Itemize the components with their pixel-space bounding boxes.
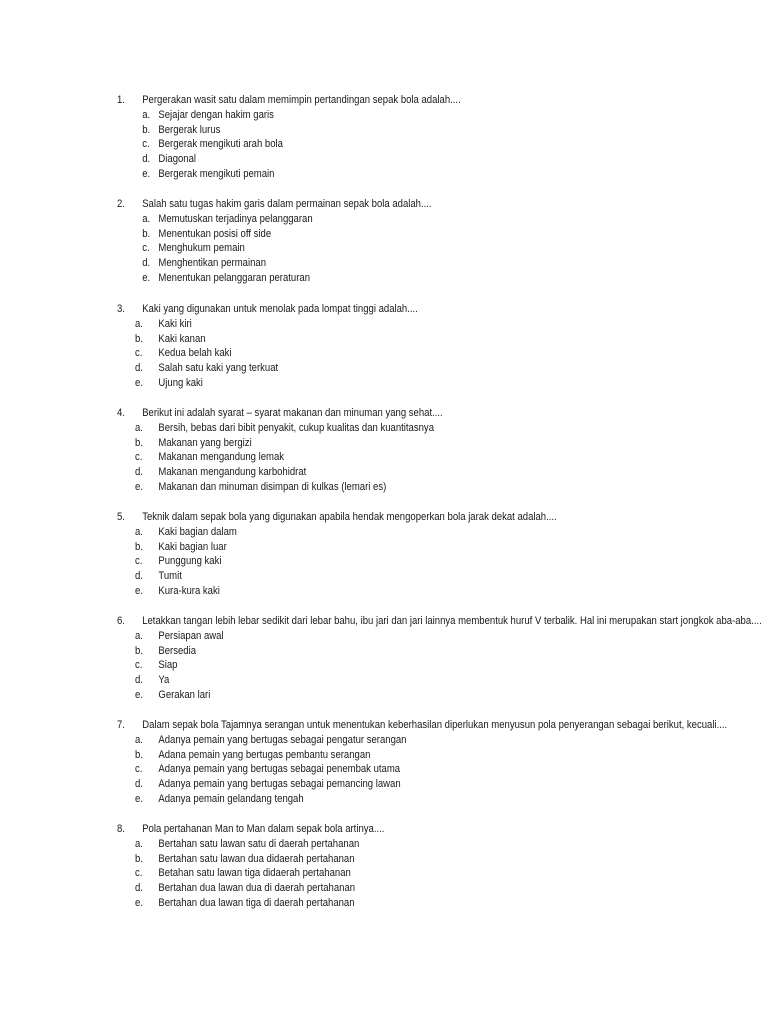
option-letter: d. (142, 257, 151, 270)
question-stem (0, 302, 691, 317)
option-b (0, 436, 691, 451)
question-text: Berikut ini adalah syarat – syarat makanan dan minuman yang sehat.... (142, 407, 443, 419)
option-a (0, 317, 691, 332)
question-stem (0, 614, 762, 629)
option-text: Kura-kura kaki (158, 584, 220, 597)
option-letter: b. (135, 748, 143, 761)
option-text: Punggung kaki (158, 555, 222, 568)
option-letter: b. (135, 852, 143, 865)
question-8 (0, 822, 691, 911)
option-text: Menghentikan permainan (158, 257, 267, 270)
option-letter: c. (142, 138, 150, 151)
option-letter: d. (135, 882, 143, 895)
option-b (0, 748, 691, 763)
option-text: Kaki bagian dalam (158, 525, 237, 538)
option-letter: a. (135, 629, 143, 642)
question-2 (0, 197, 691, 286)
option-text: Adanya pemain gelandang tengah (158, 792, 304, 805)
option-c (0, 241, 691, 256)
option-a (0, 837, 691, 852)
option-b (0, 227, 691, 242)
option-text: Memutuskan terjadinya pelanggaran (158, 212, 313, 225)
option-text: Bergerak lurus (158, 123, 221, 136)
option-letter: c. (135, 659, 143, 672)
question-number: 7. (117, 719, 125, 731)
option-a (0, 733, 691, 748)
option-a (0, 525, 691, 540)
option-letter: d. (135, 778, 143, 791)
option-text: Makanan mengandung lemak (158, 451, 285, 464)
option-letter: c. (135, 867, 143, 880)
option-letter: a. (135, 421, 143, 434)
option-text: Ujung kaki (158, 376, 203, 389)
question-number: 6. (117, 615, 125, 627)
option-c (0, 450, 691, 465)
option-a (0, 212, 691, 227)
option-text: Menentukan pelanggaran peraturan (158, 271, 311, 284)
question-number: 4. (117, 407, 125, 419)
option-text: Kaki bagian luar (158, 540, 227, 553)
option-letter: c. (135, 451, 143, 464)
option-text: Gerakan lari (158, 688, 211, 701)
option-d (0, 673, 691, 688)
option-letter: d. (135, 362, 143, 375)
option-letter: a. (135, 733, 143, 746)
option-letter: b. (135, 332, 143, 345)
option-text: Bertahan dua lawan tiga di daerah pertahanan (158, 896, 355, 909)
option-a (0, 108, 691, 123)
question-number: 2. (117, 198, 125, 210)
option-d (0, 256, 691, 271)
option-text: Bertahan dua lawan dua di daerah pertahanan (158, 882, 356, 895)
question-number: 8. (117, 823, 125, 835)
question-6 (0, 614, 762, 703)
option-d (0, 777, 691, 792)
option-d (0, 465, 691, 480)
option-e (0, 167, 691, 182)
option-e (0, 584, 691, 599)
option-letter: c. (142, 242, 150, 255)
option-letter: d. (135, 466, 143, 479)
option-e (0, 688, 691, 703)
option-text: Ya (158, 674, 170, 687)
option-b (0, 540, 691, 555)
option-letter: c. (135, 763, 143, 776)
option-letter: e. (135, 480, 143, 493)
option-letter: d. (135, 674, 143, 687)
option-a (0, 629, 691, 644)
option-text: Adanya pemain yang bertugas sebagai pengatur serangan (158, 733, 407, 746)
option-letter: e. (142, 271, 151, 284)
option-c (0, 866, 691, 881)
option-letter: e. (135, 584, 143, 597)
option-letter: c. (135, 347, 143, 360)
option-text: Bertahan satu lawan satu di daerah pertahanan (158, 837, 360, 850)
option-d (0, 152, 691, 167)
question-number: 5. (117, 511, 125, 523)
question-7 (0, 718, 728, 807)
question-text: Dalam sepak bola Tajamnya serangan untuk menentukan keberhasilan diperlukan menyusun pola penyerangan sebagai berikut, kecuali.... (142, 719, 728, 731)
question-stem (0, 406, 691, 421)
option-c (0, 346, 691, 361)
question-stem (0, 93, 691, 108)
option-text: Makanan yang bergizi (158, 436, 252, 449)
option-letter: a. (135, 525, 143, 538)
option-text: Menghukum pemain (158, 242, 245, 255)
option-e (0, 480, 691, 495)
question-4 (0, 406, 691, 495)
question-stem (0, 822, 691, 837)
question-number: 3. (117, 303, 125, 315)
option-text: Makanan dan minuman disimpan di kulkas (lemari es) (158, 480, 387, 493)
question-text: Teknik dalam sepak bola yang digunakan apabila hendak mengoperkan bola jarak dekat adalah.... (142, 511, 557, 523)
option-letter: b. (135, 644, 143, 657)
option-e (0, 376, 691, 391)
option-c (0, 658, 691, 673)
option-d (0, 569, 691, 584)
option-text: Adana pemain yang bertugas pembantu serangan (158, 748, 371, 761)
option-letter: e. (135, 376, 143, 389)
option-text: Betahan satu lawan tiga didaerah pertahanan (158, 867, 351, 880)
option-text: Bergerak mengikuti arah bola (158, 138, 283, 151)
option-letter: a. (142, 212, 151, 225)
option-letter: c. (135, 555, 143, 568)
option-text: Bersih, bebas dari bibit penyakit, cukup kualitas dan kuantitasnya (158, 421, 435, 434)
option-letter: e. (135, 688, 143, 701)
option-text: Adanya pemain yang bertugas sebagai pemancing lawan (158, 778, 401, 791)
option-letter: b. (142, 227, 151, 240)
option-text: Bersedia (158, 644, 197, 657)
question-stem (0, 718, 728, 733)
option-letter: b. (135, 436, 143, 449)
question-stem (0, 197, 691, 212)
question-1 (0, 93, 691, 182)
option-d (0, 881, 691, 896)
question-text: Letakkan tangan lebih lebar sedikit dari lebar bahu, ibu jari dan jari lainnya membentuk huruf V terbalik. Hal ini merupakan start jongkok aba-aba.... (142, 615, 762, 627)
option-text: Diagonal (158, 153, 197, 166)
question-text: Pola pertahanan Man to Man dalam sepak bola artinya.... (142, 823, 385, 835)
option-text: Persiapan awal (158, 629, 224, 642)
question-text: Kaki yang digunakan untuk menolak pada lompat tinggi adalah.... (142, 303, 418, 315)
option-text: Menentukan posisi off side (158, 227, 272, 240)
question-number: 1. (117, 94, 125, 106)
question-stem (0, 510, 691, 525)
option-d (0, 361, 691, 376)
option-letter: d. (142, 153, 151, 166)
option-a (0, 421, 691, 436)
option-text: Makanan mengandung karbohidrat (158, 466, 307, 479)
option-text: Kaki kanan (158, 332, 206, 345)
option-text: Kaki kiri (158, 317, 192, 330)
option-text: Bertahan satu lawan dua didaerah pertahanan (158, 852, 355, 865)
option-letter: e. (135, 896, 143, 909)
option-text: Bergerak mengikuti pemain (158, 167, 275, 180)
option-b (0, 123, 691, 138)
option-text: Salah satu kaki yang terkuat (158, 362, 279, 375)
option-letter: a. (142, 108, 151, 121)
option-text: Kedua belah kaki (158, 347, 232, 360)
option-b (0, 644, 691, 659)
option-letter: d. (135, 570, 143, 583)
option-e (0, 896, 691, 911)
question-text: Salah satu tugas hakim garis dalam permainan sepak bola adalah.... (142, 198, 432, 210)
option-letter: a. (135, 837, 143, 850)
option-letter: a. (135, 317, 143, 330)
option-text: Siap (158, 659, 178, 672)
option-letter: b. (135, 540, 143, 553)
option-e (0, 792, 691, 807)
question-5 (0, 510, 691, 599)
question-3 (0, 302, 691, 391)
option-c (0, 762, 691, 777)
option-text: Sejajar dengan hakim garis (158, 108, 274, 121)
option-b (0, 332, 691, 347)
option-c (0, 554, 691, 569)
option-text: Tumit (158, 570, 182, 583)
option-letter: e. (135, 792, 143, 805)
option-text: Adanya pemain yang bertugas sebagai penembak utama (158, 763, 401, 776)
option-letter: b. (142, 123, 151, 136)
option-b (0, 852, 691, 867)
option-c (0, 137, 691, 152)
option-letter: e. (142, 167, 151, 180)
option-e (0, 271, 691, 286)
question-text: Pergerakan wasit satu dalam memimpin pertandingan sepak bola adalah.... (142, 94, 461, 106)
